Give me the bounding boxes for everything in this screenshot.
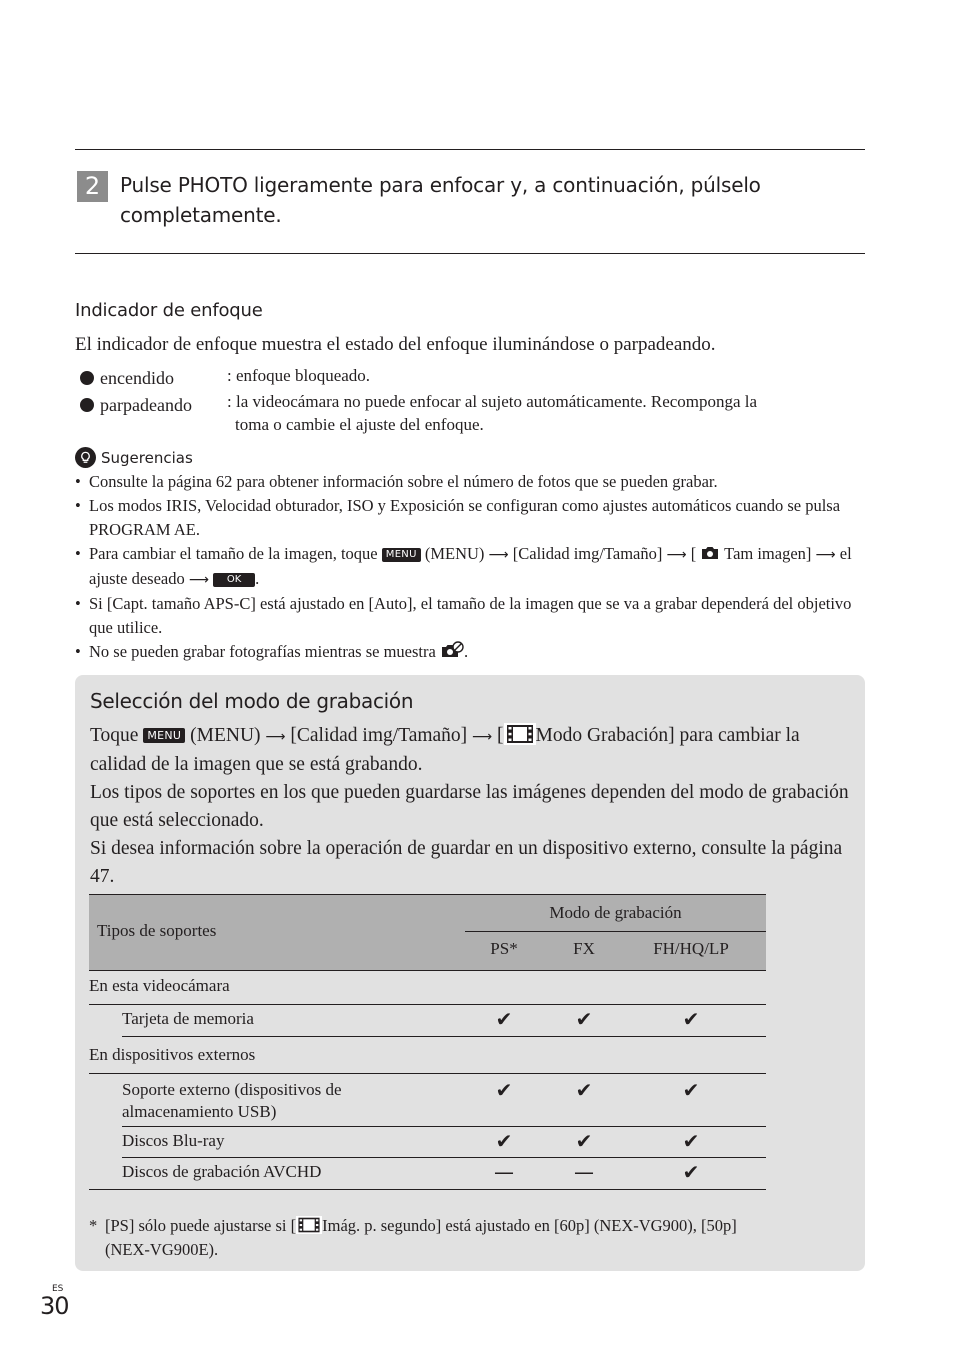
recording-mode-text xyxy=(90,722,850,891)
media-table xyxy=(89,894,766,1190)
footnote xyxy=(89,1214,849,1262)
state-lit-label: encendido xyxy=(100,368,174,388)
p1-quality: [Calidad img/Tamaño] xyxy=(290,725,468,746)
row-divider xyxy=(89,1004,766,1005)
no-photo-end: . xyxy=(463,642,469,661)
tip-item: • Si [Capt. tamaño APS-C] está ajustado en [Auto], el tamaño de la imagen que se va a grabar dependerá del objetivo que utilice. xyxy=(75,592,865,640)
check-icon: ✔ xyxy=(682,1160,700,1184)
recording-mode-p2: Los tipos de soportes en los que pueden guardarse las imágenes dependen del modo de grabación que está seleccionado. xyxy=(90,782,849,831)
table-bottom-rule xyxy=(89,1189,766,1190)
arrow-right-icon: ⟶ xyxy=(265,729,286,745)
row-external-media xyxy=(122,1079,342,1123)
check-icon: ✔ xyxy=(575,1078,593,1102)
size-tip-menu-label: (MENU) xyxy=(424,544,485,563)
step-number: 2 xyxy=(77,171,108,202)
size-tip-image-size: Tam imagen] xyxy=(724,544,812,563)
focus-indicator-title: Indicador de enfoque xyxy=(75,300,263,321)
arrow-right-icon: ⟶ xyxy=(188,572,209,588)
step-line-2: completamente. xyxy=(120,203,282,227)
page-number: 30 xyxy=(40,1292,69,1320)
row-divider xyxy=(122,1157,766,1158)
group-this-camera: En esta videocámara xyxy=(89,976,230,995)
recording-mode-title: Selección del modo de grabación xyxy=(90,689,414,713)
page-language: ES xyxy=(52,1284,64,1294)
arrow-right-icon: ⟶ xyxy=(815,547,836,563)
state-blinking-label: parpadeando xyxy=(100,395,192,415)
camera-icon xyxy=(700,545,720,561)
size-tip-bracket: [ xyxy=(690,544,697,563)
state-blinking-desc-line2: toma o cambie el ajuste del enfoque. xyxy=(235,415,484,434)
size-tip-quality: [Calidad img/Tamaño] xyxy=(512,544,663,563)
row-memory-card: Tarjeta de memoria xyxy=(122,1009,254,1028)
state-blinking xyxy=(80,395,192,416)
size-tip-desired: el ajuste deseado xyxy=(89,544,852,588)
focus-indicator-description: El indicador de enfoque muestra el estado del enfoque iluminándose o parpadeando. xyxy=(75,334,716,355)
check-icon: ✔ xyxy=(495,1129,513,1153)
size-tip-text: Para cambiar el tamaño de la imagen, toque xyxy=(89,544,378,563)
check-icon: ✔ xyxy=(575,1129,593,1153)
film-icon xyxy=(296,1216,322,1234)
tips-list xyxy=(75,470,865,664)
tips-heading xyxy=(75,447,193,468)
state-blinking-desc xyxy=(227,390,757,436)
check-icon: ✔ xyxy=(682,1129,700,1153)
row-divider xyxy=(89,1073,766,1074)
state-blinking-desc-line1: : la videocámara no puede enfocar al sujeto automáticamente. Recomponga la xyxy=(227,392,758,411)
p1-touch: Toque xyxy=(90,725,139,746)
header-mode-fh: FH/HQ/LP xyxy=(653,939,729,958)
group-external-devices: En dispositivos externos xyxy=(89,1045,256,1064)
step-instruction xyxy=(120,170,860,230)
header-mode-ps: PS* xyxy=(490,939,518,958)
size-tip-end: . xyxy=(255,569,260,588)
state-lit xyxy=(80,368,174,389)
header-mode-fx: FX xyxy=(573,939,595,958)
recording-mode-p3: Si desea información sobre la operación de guardar en un dispositivo externo, consulte la página 47. xyxy=(90,838,843,887)
menu-button-icon: MENU xyxy=(382,548,421,562)
recording-mode-p1 xyxy=(90,722,850,779)
check-icon: ✔ xyxy=(495,1078,513,1102)
check-icon: ✔ xyxy=(682,1078,700,1102)
blinking-dot-icon xyxy=(80,398,94,412)
header-media-types: Tipos de soportes xyxy=(97,921,217,940)
footnote-text-1: [PS] sólo puede ajustarse si [ xyxy=(105,1216,297,1235)
check-icon: ✔ xyxy=(575,1007,593,1031)
arrow-right-icon: ⟶ xyxy=(488,547,509,563)
tip-item: • Consulte la página 62 para obtener información sobre el número de fotos que se pueden grabar. xyxy=(75,470,865,494)
lightbulb-icon xyxy=(75,447,96,468)
header-divider xyxy=(465,931,766,932)
row-avchd: Discos de grabación AVCHD xyxy=(122,1162,322,1181)
dash-icon: — xyxy=(494,1160,514,1184)
state-lit-desc: : enfoque bloqueado. xyxy=(227,366,371,385)
header-recording-mode: Modo de grabación xyxy=(549,903,682,922)
p1-menu-label: (MENU) xyxy=(190,725,261,746)
row-divider xyxy=(122,1126,766,1127)
dash-icon: — xyxy=(574,1160,594,1184)
row-external-media-line1: Soporte externo (dispositivos de xyxy=(122,1080,342,1099)
footnote-text-2: Imág. p. segundo] está ajustado en [60p] (NEX-VG900), [50p] xyxy=(322,1216,737,1235)
footnote-line2: (NEX-VG900E). xyxy=(105,1240,219,1259)
row-bluray: Discos Blu-ray xyxy=(122,1131,225,1150)
tip-item-image-size xyxy=(75,542,865,592)
row-divider xyxy=(122,1036,766,1037)
tip-item-no-photo xyxy=(75,640,865,664)
photo-disabled-icon xyxy=(440,641,464,659)
arrow-right-icon: ⟶ xyxy=(666,547,687,563)
step-bottom-rule xyxy=(75,253,865,254)
ok-button-icon: OK xyxy=(213,573,255,587)
arrow-right-icon: ⟶ xyxy=(472,729,493,745)
top-rule xyxy=(75,149,865,150)
step-line-1: Pulse PHOTO ligeramente para enfocar y, a continuación, púlselo xyxy=(120,173,761,197)
check-icon: ✔ xyxy=(682,1007,700,1031)
lit-dot-icon xyxy=(80,371,94,385)
tips-title: Sugerencias xyxy=(101,448,193,467)
footnote-mark: * xyxy=(89,1216,98,1235)
film-icon xyxy=(504,723,536,745)
p1-bracket: [ xyxy=(497,725,504,746)
footnote-line1 xyxy=(89,1214,849,1238)
p1-mode: Modo Grabación] para cambiar la calidad de la imagen que se está grabando. xyxy=(90,725,800,775)
no-photo-text: No se pueden grabar fotografías mientras se muestra xyxy=(89,642,436,661)
tip-item: • Los modos IRIS, Velocidad obturador, ISO y Exposición se configuran como ajustes automáticos cuando se pulsa PROGRAM AE. xyxy=(75,494,865,542)
check-icon: ✔ xyxy=(495,1007,513,1031)
row-external-media-line2: almacenamiento USB) xyxy=(122,1102,277,1121)
menu-button-icon: MENU xyxy=(143,728,185,743)
